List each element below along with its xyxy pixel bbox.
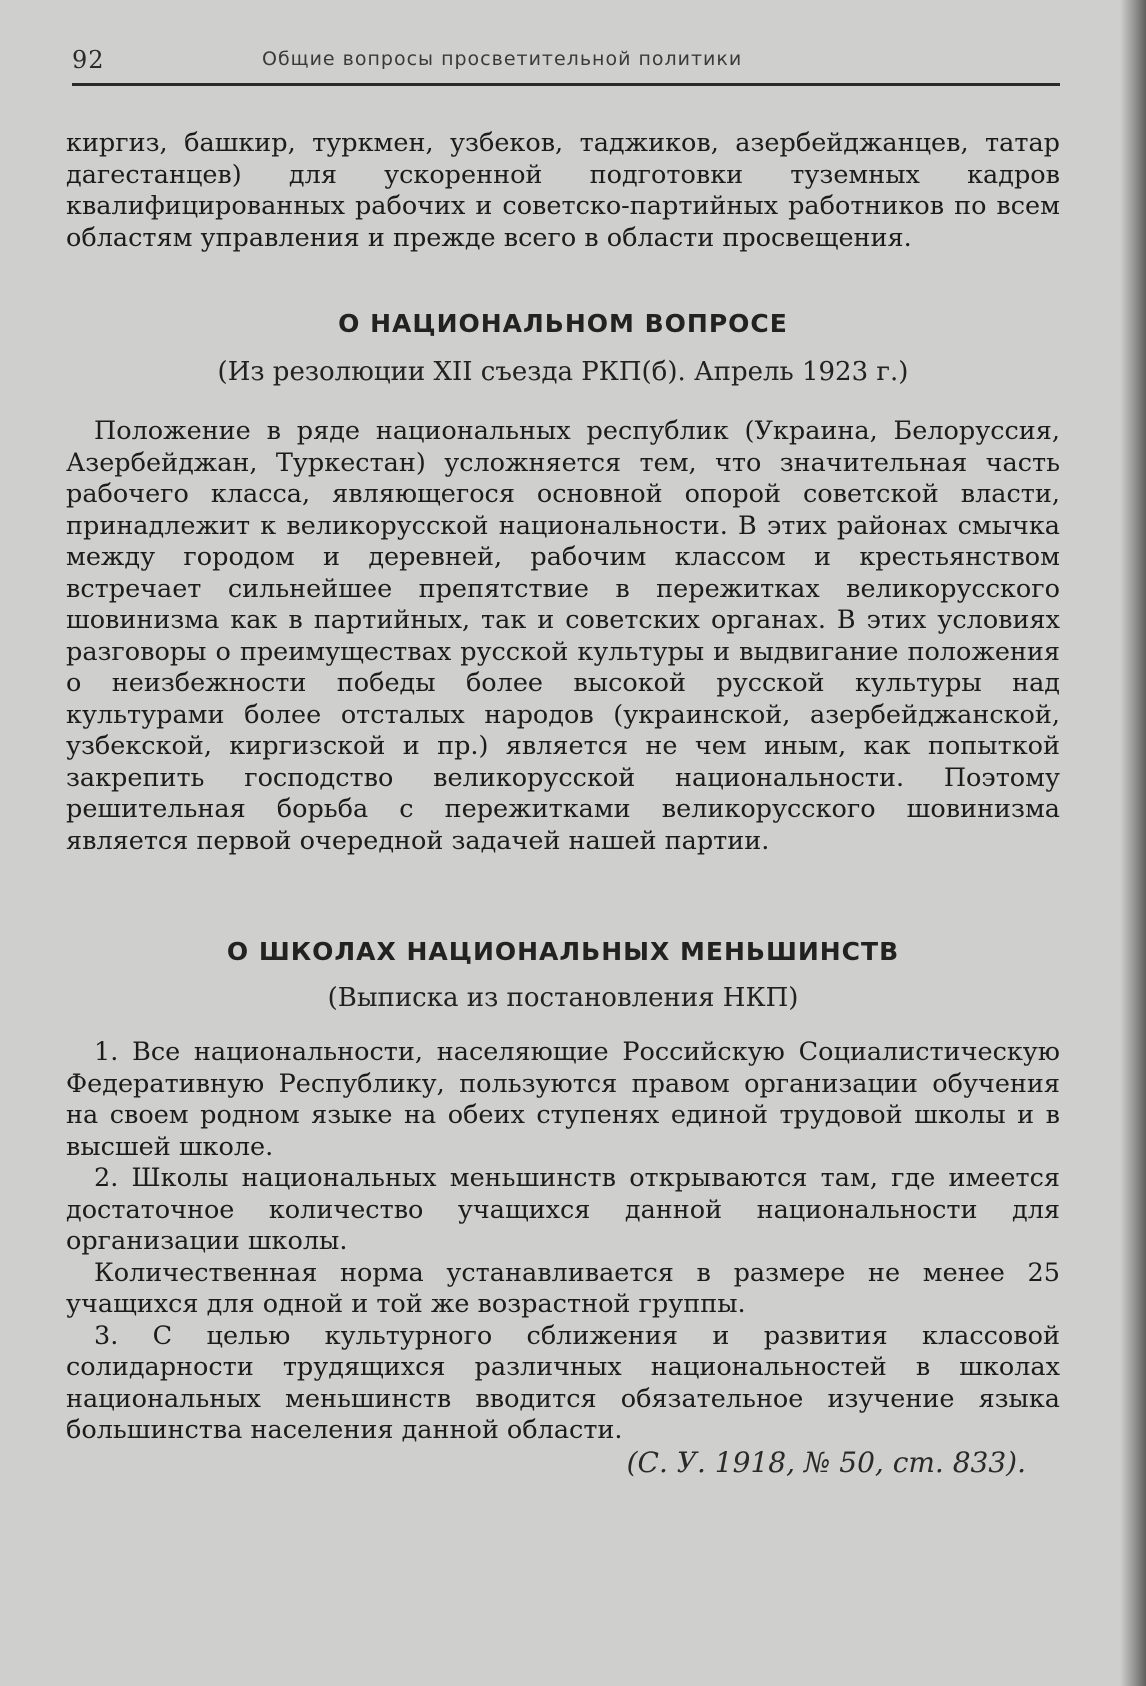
intro-text: киргиз, башкир, туркмен, узбеков, таджиков, азербейджанцев, татар дагестанцев) для ускоренной подготовки туземных кадров квалифицированных рабочих и советско-партийных работников по всем областям управления и прежде всего в области просвещения. <box>66 128 1060 253</box>
national-question-paragraph: Положение в ряде национальных республик (Украина, Белоруссия, Азербейджан, Туркестан) усложняется тем, что значительная часть рабочего класса, являющегося основной опорой советской власти, принадлежит к великорусской национальности. В этих районах смычка между городом и деревней, рабочим классом и крестьянством встречает сильнейшее препятствие в пережитках великорусского шовинизма как в партийных, так и советских органах. В этих условиях разговоры о преимуществах русской культуры и выдвигание положения о неизбежности победы более высокой русской культуры над культурами более отсталых народов (украинской, азербейджанской, узбекской, киргизской и пр.) является не чем иным, как попыткой закрепить господство великорусской национальности. Поэтому решительная борьба с пережитками великорусского шовинизма является первой очередной задачей нашей партии. <box>66 416 1060 856</box>
section-title-national-question: О НАЦИОНАЛЬНОМ ВОПРОСЕ <box>338 309 788 338</box>
minority-schools-item: Количественная норма устанавливается в размере не менее 25 учащихся для одной и той же возрастной группы. <box>66 1257 1060 1319</box>
page-header <box>72 42 1056 82</box>
section-title-minority-schools: О ШКОЛАХ НАЦИОНАЛЬНЫХ МЕНЬШИНСТВ <box>226 937 900 966</box>
binding-edge-shadow <box>1120 0 1146 1686</box>
section-body-national-question <box>66 416 1060 857</box>
section-body-minority-schools <box>66 1037 1060 1447</box>
running-head: Общие вопросы просветительной политики <box>262 48 743 70</box>
section-subtitle-national-question: (Из резолюции XII съезда РКП(б). Апрель 1923 г.) <box>217 357 909 387</box>
section-subtitle-minority-schools: (Выписка из постановления НКП) <box>327 983 799 1013</box>
minority-schools-item: 2. Школы национальных меньшинств открываются там, где имеется достаточное количество учащихся данной национальности для организации школы. <box>66 1163 1060 1256</box>
intro-paragraph <box>66 128 1060 254</box>
header-rule <box>72 83 1060 86</box>
source-citation: (С. У. 1918, № 50, ст. 833). <box>626 1446 1026 1479</box>
minority-schools-item: 3. С целью культурного сближения и развития классовой солидарности трудящихся различных национальностей в школах национальных меньшинств вводится обязательное изучение языка большинства населения данной области. <box>66 1320 1060 1445</box>
minority-schools-item: 1. Все национальности, населяющие Российскую Социалистическую Федеративную Республику, пользуются правом организации обучения на своем родном языке на обеих ступенях единой трудовой школы и в высшей школе. <box>66 1037 1060 1162</box>
page-number: 92 <box>72 46 105 74</box>
